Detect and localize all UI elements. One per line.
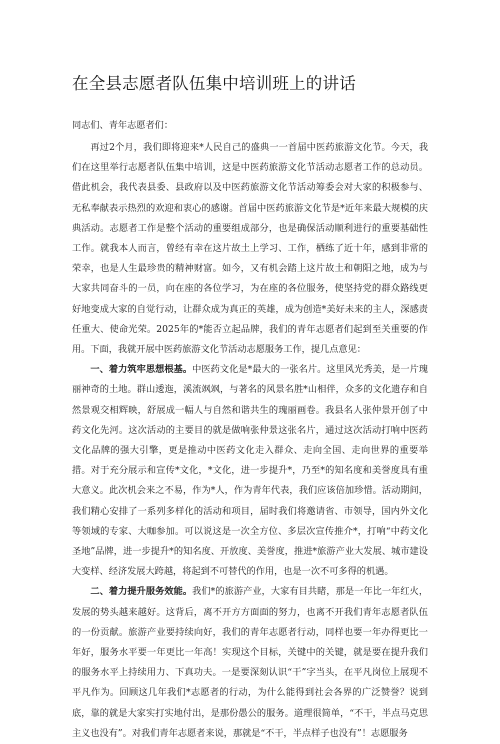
- paragraph-section-2: [72, 582, 428, 744]
- document-title: 在全县志愿者队伍集中培训班上的讲话: [72, 74, 356, 93]
- paragraph-section-1: [72, 360, 428, 582]
- paragraph-text: 我们*的旅游产业，大家有目共睹，那是一年比一年红火，发展的势头越来越好。这背后，离不开方方面面的努力，也离不开我们青年志愿者队伍的一份贡献。旅游产业要持续向好，我们的青年志愿者行动，同样也要一年办得更比一年好，服务水平要一年更比一年高！实现这个目标，关键中的关键，就是要在提升我们的服务水平上持续用力、下真功夫。一是要深刻认识“干”字当头，在平凡岗位上展现不平凡作为。回顾这几年我们*志愿者的行动，为什么能得到社会各界的广泛赞誉？说到底，靠的就是大家实打实地付出，是那份愚公的服务。道理很简单，“不干，半点马克思主义也没有”。对我们青年志愿者来说，那就是“不干，半点样子也没有”！志愿服务: [72, 586, 429, 739]
- paragraph-text: 中医药文化是*最大的一张名片。这里风光秀美，是一片瑰丽神奇的土地。群山逶迤，溪流飒飒，与著名的风景名胜*山相伴，众多的文化遗存和自然景观交相辉映，舒展成一幅人与自然和谐共生的瑰丽画卷。我县名人张仲景开创了中药文化先河。这次活动的主要目的就是做响张仲景这张名片，通过这次活动打响中医药文化品牌的强大引擎，更是推动中医药文化走入群众、走向全国、走向世界的重要举措。对于充分展示和宣传*文化，*文化，进一步提升*，乃至*的知名度和美誉度具有重大意义。此次机会来之不易，作为*人，作为青年代表，我们应该倍加珍惜。活动期间，我们精心安排了一系列多样化的活动和项目，届时我们将邀请省、市领导，国内外文化等领域的专家、大咖参加。可以说这是一次全方位、多层次宣传推介*，打响“中药文化圣地”品牌，进一步提升*的知名度、开放度、美誉度，推进*旅游产业大发展、城市建设大变样、经济发展大跨越，将起到不可替代的作用，也是一次不可多得的机遇。: [72, 364, 429, 578]
- paragraph-text: 再过2个月，我们即将迎来*人民自己的盛典一一首届中医药旅游文化节。今天，我们在这里举行志愿者队伍集中培训，这是中医药旅游文化节活动志愿者工作的总动员。借此机会，我代表县委、县政府以及中医药旅游文化节活动筹委会对大家的积极参与、无私奉献表示热烈的欢迎和衷心的感谢。首届中医药旅游文化节是*近年来最大规模的庆典活动。志愿者工作是整个活动的重要组成部分，也是确保活动顺利进行的重要基础性工作。就我本人而言，曾经有幸在这片故土上学习、工作，栖练了近十年，感到非常的荣幸，也是人生最珍贵的精神财富。如今，又有机会踏上这片故土和朝阳之地，成为与大家共同奋斗的一员，向在座的各位学习，为在座的各位服务，使坚持党的群众路线更好地变成大家的自觉行动，让群众成为真正的英雄，成为创造*美好未来的主人，深感责任重大、使命光荣。2025年的*能否立起品牌，我们的青年志愿者们起到至关重要的作用。下面，我就开展中医药旅游文化节活动志愿服务工作，提几点意见：: [72, 142, 428, 356]
- paragraph-heading: 二、着力提升服务效能。: [90, 586, 193, 598]
- paragraph-intro: [72, 138, 428, 360]
- paragraph-heading: 一、着力筑牢思想根基。: [90, 364, 193, 376]
- salutation: 同志们、青年志愿者们：: [72, 120, 174, 131]
